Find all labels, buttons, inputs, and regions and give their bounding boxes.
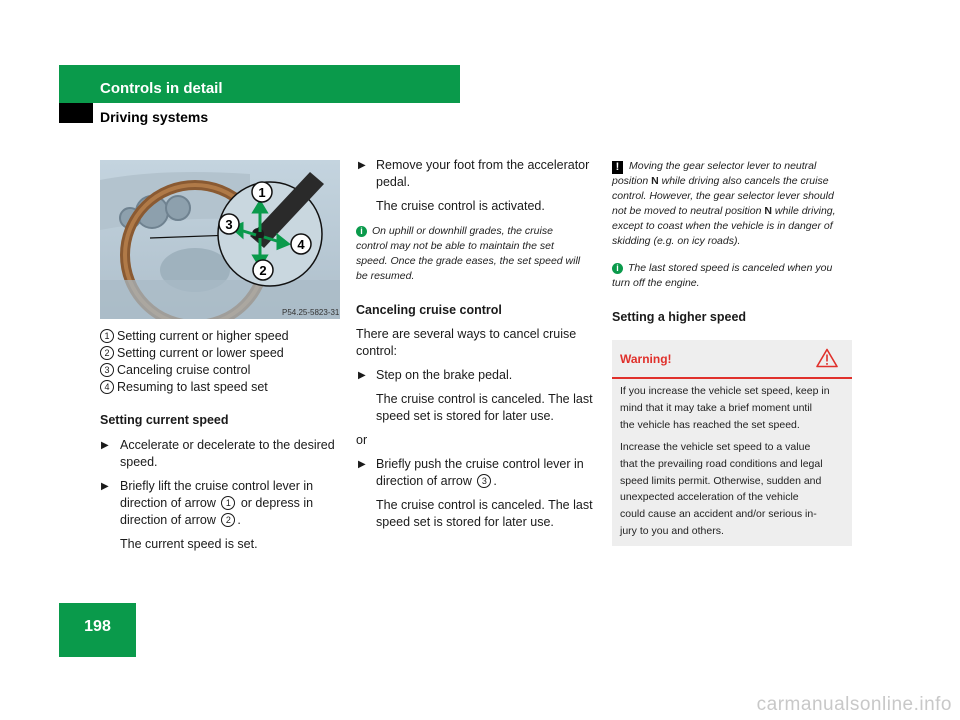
info-note-line: turn off the engine.	[612, 277, 700, 289]
result-text: speed set is stored for later use.	[376, 409, 554, 423]
info-note-line: control may not be able to maintain the set	[356, 240, 554, 252]
page-number: 198	[84, 618, 111, 635]
caution-note-line: control. However, the gear selector lever should	[612, 190, 834, 202]
callout-2: 2	[259, 263, 267, 278]
info-icon: i	[356, 226, 367, 237]
step-text: direction of arrow 3 .	[376, 474, 497, 488]
warning-header	[612, 340, 852, 379]
result-text: The cruise control is canceled. The last	[376, 498, 593, 512]
caution-note-line: position N while driving also cancels the cruise	[612, 175, 829, 187]
watermark-text: carmanualsonline.info	[756, 694, 952, 715]
result-text: The current speed is set.	[120, 537, 258, 551]
step-arrow: ▶	[101, 440, 109, 451]
info-icon: i	[612, 263, 623, 274]
body-text: There are several ways to cancel cruise	[356, 327, 577, 341]
step-text: direction of arrow 2 .	[120, 513, 241, 527]
body-text: control:	[356, 344, 397, 358]
warning-box	[612, 340, 852, 546]
step-arrow: ▶	[101, 481, 109, 492]
step-text: Briefly push the cruise control lever in	[376, 457, 584, 471]
exclamation-icon: !	[612, 161, 623, 174]
step-arrow: ▶	[358, 459, 366, 470]
warning-title: Warning!	[620, 352, 672, 366]
or-text: or	[356, 433, 368, 447]
warning-paragraph: Increase the vehicle set speed to a value that the prevailing road conditions and legal speed limits permit. Otherwise, sudden and unexpected acceleration of the vehicle could cause an accident and/or serious in- jury to you and others.	[620, 441, 823, 537]
setting-current-heading: Setting current speed	[100, 413, 229, 427]
legend-item: 4 Resuming to last speed set	[100, 379, 268, 396]
info-note-line: speed. Once the grade eases, the set speed will	[356, 255, 581, 267]
callout-3: 3	[225, 217, 233, 232]
cockpit-illustration	[100, 160, 340, 319]
caution-note: ! Moving the gear selector lever to neutral	[612, 159, 816, 175]
result-text: The cruise control is activated.	[376, 199, 545, 213]
info-note-line: be resumed.	[356, 270, 415, 282]
section-title: Controls in detail	[100, 80, 223, 97]
higher-speed-heading: Setting a higher speed	[612, 310, 747, 324]
cruise-control-figure	[100, 160, 340, 319]
step-text: Accelerate or decelerate to the desired	[120, 438, 335, 452]
warning-paragraph: If you increase the vehicle set speed, keep in mind that it may take a brief moment until the vehicle has reached the set speed.	[620, 385, 830, 431]
step-arrow: ▶	[358, 160, 366, 171]
step-text: Step on the brake pedal.	[376, 368, 513, 382]
canceling-heading: Canceling cruise control	[356, 303, 502, 317]
caution-note-line: not be moved to neutral position N while driving,	[612, 205, 836, 217]
step-text: pedal.	[376, 175, 411, 189]
legend-item: 2 Setting current or lower speed	[100, 345, 284, 362]
result-text: The cruise control is canceled. The last	[376, 392, 593, 406]
legend-item: 3 Canceling cruise control	[100, 362, 250, 379]
subsection-title: Driving systems	[100, 109, 209, 125]
info-note: i On uphill or downhill grades, the cruise	[356, 224, 553, 240]
step-text: direction of arrow 1 or depress in	[120, 496, 314, 510]
step-arrow: ▶	[358, 370, 366, 381]
step-text: speed.	[120, 455, 158, 469]
result-text: speed set is stored for later use.	[376, 515, 554, 529]
header-tab	[59, 103, 93, 123]
caution-note-line: skidding (e.g. on icy roads).	[612, 235, 741, 247]
info-note: i The last stored speed is canceled when you	[612, 261, 832, 277]
step-text: Briefly lift the cruise control lever in	[120, 479, 314, 493]
callout-1: 1	[258, 185, 266, 200]
warning-triangle-icon	[816, 348, 838, 373]
caution-note-line: except to coast when the vehicle is in danger of	[612, 220, 833, 232]
step-text: Remove your foot from the accelerator	[376, 158, 590, 172]
callout-4: 4	[297, 237, 305, 252]
legend-item: 1 Setting current or higher speed	[100, 328, 289, 345]
figure-code: P54.25-5823-31	[282, 308, 340, 317]
